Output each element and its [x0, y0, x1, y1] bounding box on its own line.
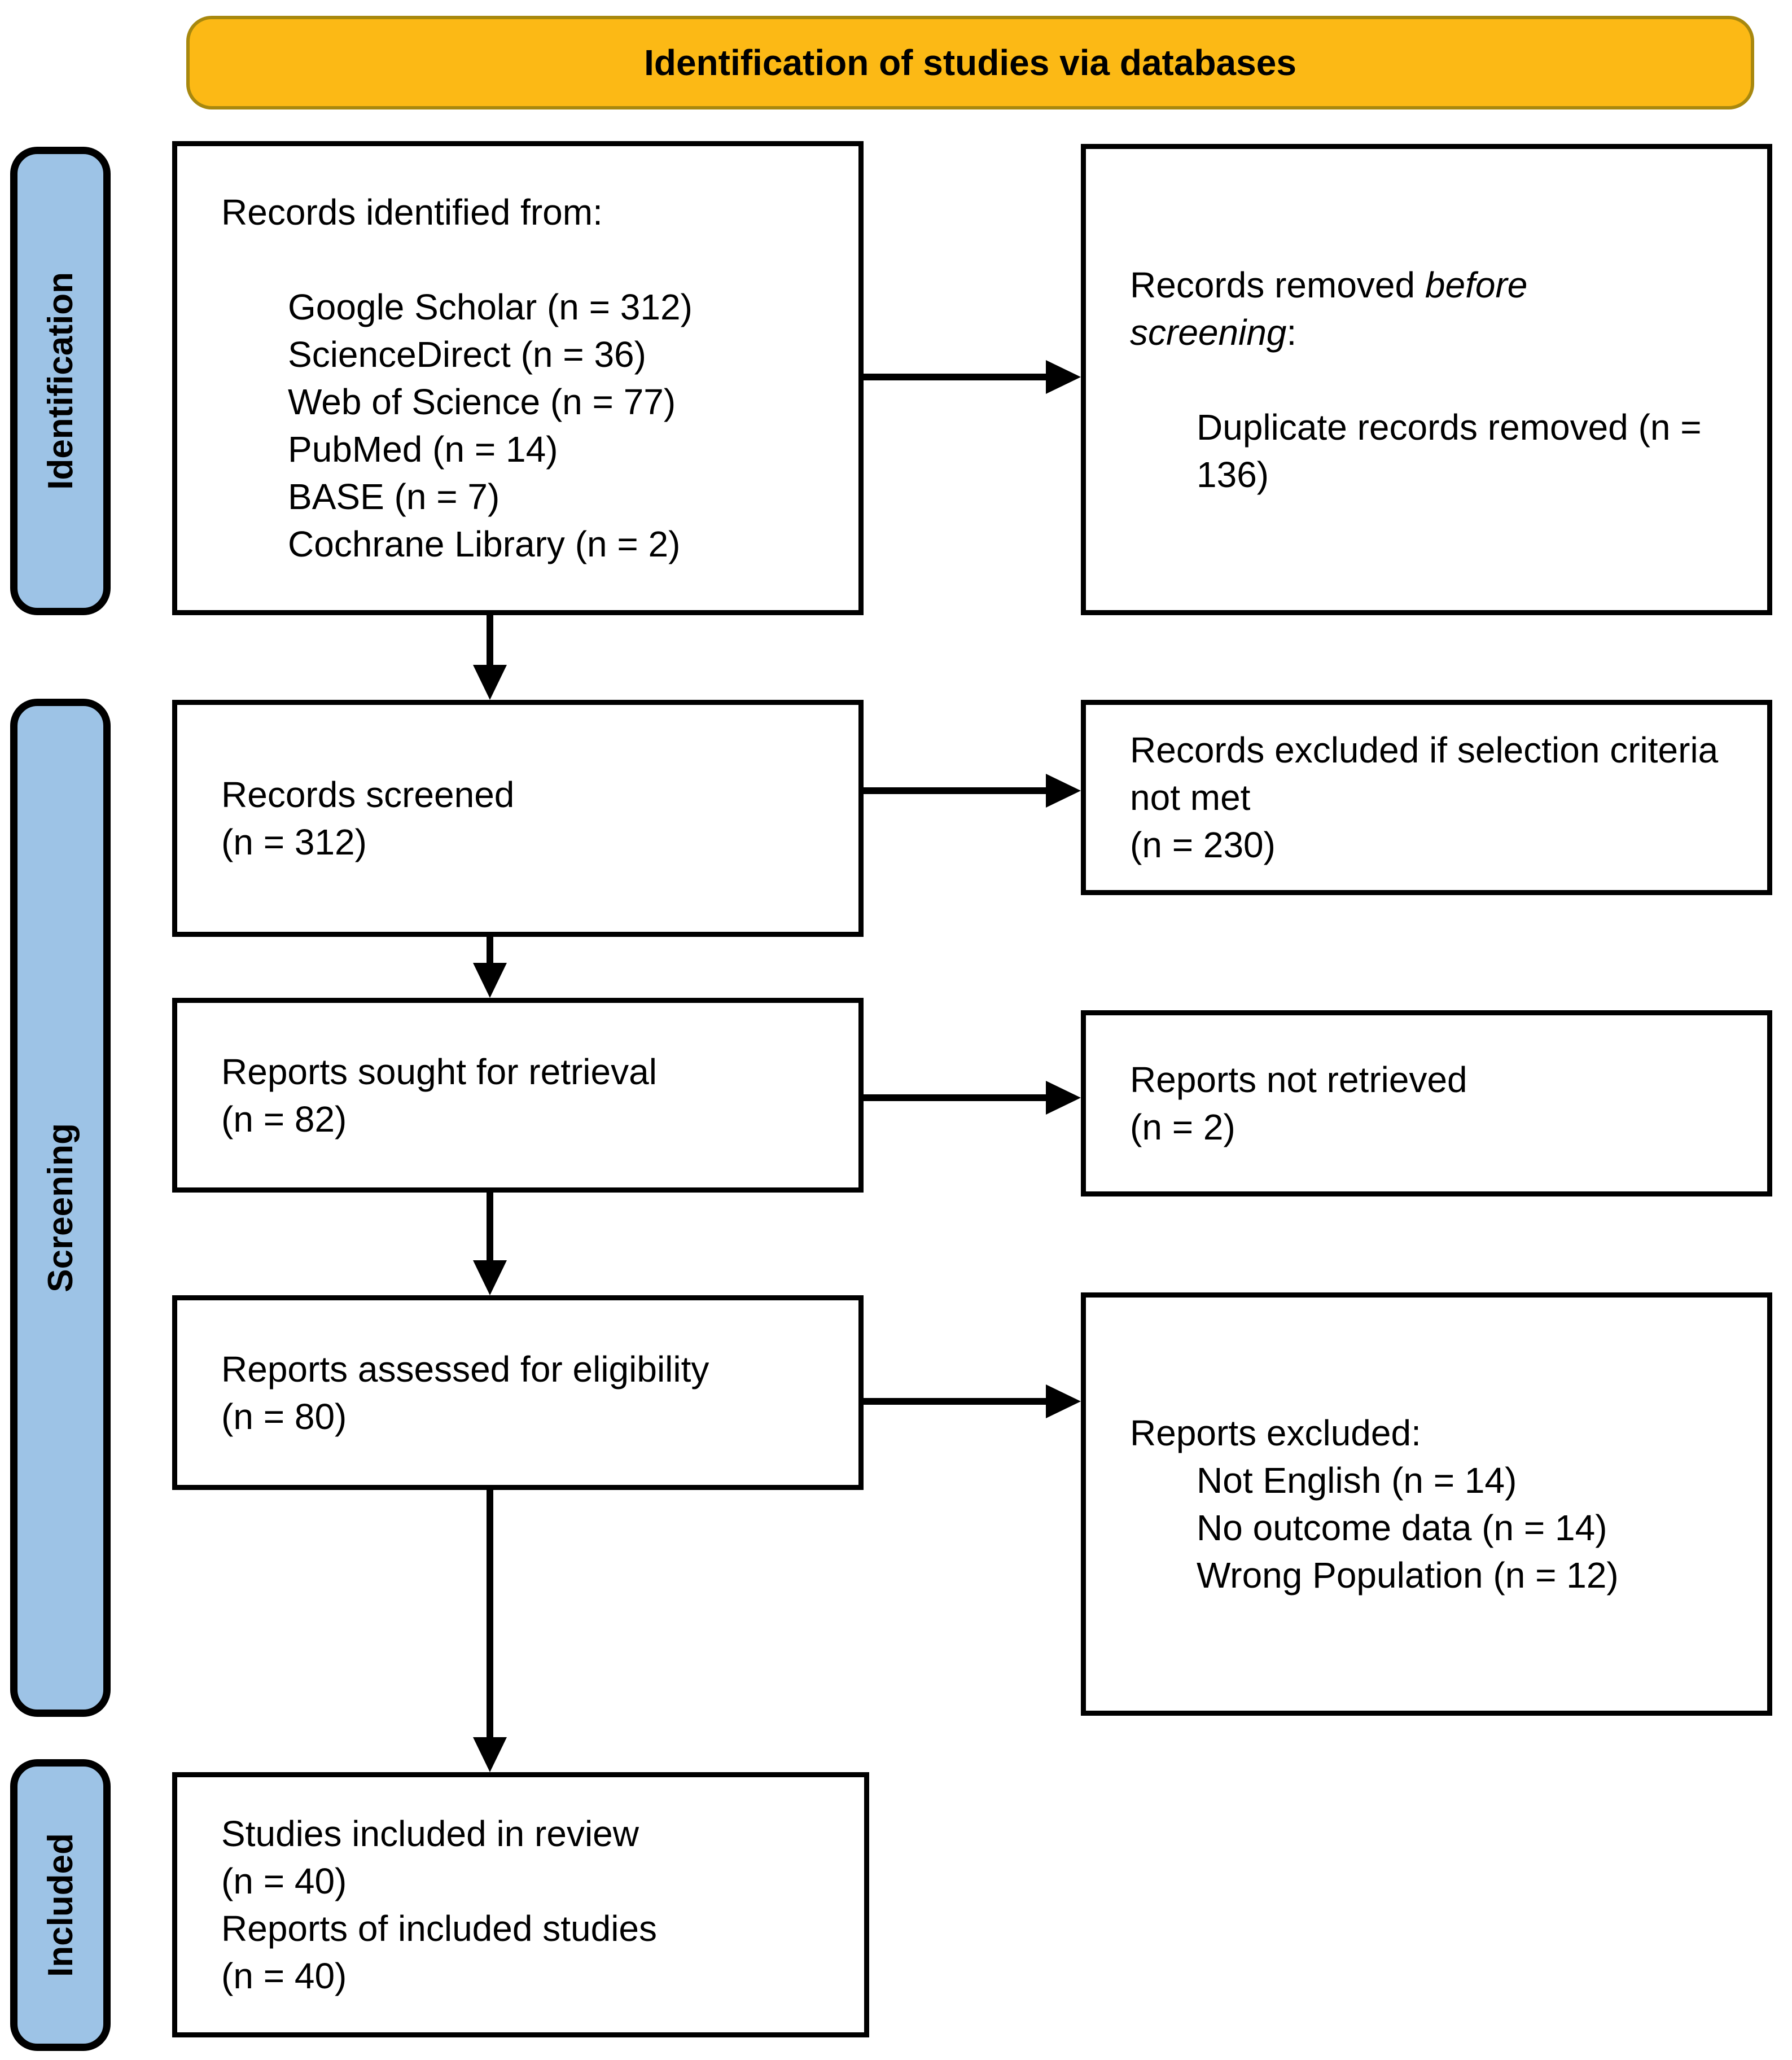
arrow-sought-to-assessed-head-icon — [473, 1260, 507, 1295]
spacer — [221, 236, 830, 283]
arrow-identified-to-screened-head-icon — [473, 665, 507, 700]
reports-sought-count: (n = 82) — [221, 1098, 347, 1139]
arrow-assessed-to-reports-excluded-head-icon — [1046, 1384, 1081, 1418]
arrow-sought-to-assessed-shaft — [487, 1191, 493, 1262]
stage-label-identification — [10, 147, 111, 615]
box-studies-included — [172, 1772, 869, 2037]
box-reports-excluded — [1081, 1292, 1772, 1716]
arrow-identified-to-removed-head-icon — [1046, 360, 1081, 394]
records-identified-item-cochrane: Cochrane Library (n = 2) — [288, 524, 681, 564]
records-removed-title-suffix: : — [1286, 312, 1297, 353]
included-studies-line1: Studies included in review — [221, 1813, 639, 1854]
included-studies-line2: Reports of included studies — [221, 1908, 657, 1949]
records-identified-item-base: BASE (n = 7) — [288, 476, 500, 517]
arrow-assessed-to-reports-excluded-shaft — [862, 1398, 1047, 1405]
box-reports-assessed-for-eligibility — [172, 1295, 864, 1490]
arrow-sought-to-not-retrieved-head-icon — [1046, 1081, 1081, 1115]
stage-label-screening — [10, 699, 111, 1717]
records-identified-item-google-scholar: Google Scholar (n = 312) — [288, 287, 693, 327]
reports-assessed-count: (n = 80) — [221, 1396, 347, 1437]
stage-label-included — [10, 1759, 111, 2051]
reports-sought-text: Reports sought for retrieval — [221, 1051, 657, 1092]
records-screened-text: Records screened — [221, 774, 515, 815]
records-removed-title-prefix: Records removed — [1130, 264, 1425, 305]
box-records-removed-before-screening — [1081, 144, 1772, 615]
arrow-identified-to-screened-shaft — [487, 614, 493, 668]
spacer — [1130, 356, 1739, 404]
records-identified-item-web-of-science: Web of Science (n = 77) — [288, 382, 676, 422]
arrow-screened-to-sought-shaft — [487, 936, 493, 967]
records-excluded-count: (n = 230) — [1130, 825, 1276, 865]
records-excluded-text: Records excluded if selection criteria not met — [1130, 730, 1719, 818]
included-studies-count2: (n = 40) — [221, 1956, 347, 1996]
reports-excluded-item-not-english: Not English (n = 14) — [1197, 1460, 1517, 1501]
included-studies-count1: (n = 40) — [221, 1861, 347, 1901]
records-removed-title-italic: before screening — [1130, 264, 1528, 353]
box-records-excluded — [1081, 700, 1772, 895]
arrow-assessed-to-included-shaft — [487, 1489, 493, 1740]
box-reports-sought-for-retrieval — [172, 998, 864, 1193]
records-identified-title: Records identified from: — [221, 192, 603, 233]
arrow-screened-to-excluded-shaft — [862, 787, 1047, 794]
box-records-screened — [172, 700, 864, 937]
arrow-screened-to-sought-head-icon — [473, 963, 507, 998]
records-identified-item-sciencedirect: ScienceDirect (n = 36) — [288, 334, 646, 375]
reports-not-retrieved-text: Reports not retrieved — [1130, 1059, 1467, 1100]
box-reports-not-retrieved — [1081, 1010, 1772, 1196]
banner-identification-via-databases — [186, 16, 1754, 109]
stage-included-text: Included — [41, 1833, 80, 1977]
records-identified-item-pubmed: PubMed (n = 14) — [288, 429, 558, 470]
arrow-screened-to-excluded-head-icon — [1046, 774, 1081, 808]
reports-not-retrieved-count: (n = 2) — [1130, 1107, 1235, 1147]
box-records-identified — [172, 141, 864, 615]
stage-screening-text: Screening — [41, 1123, 80, 1292]
records-screened-count: (n = 312) — [221, 822, 367, 862]
banner-title: Identification of studies via databases — [644, 42, 1296, 83]
arrow-sought-to-not-retrieved-shaft — [862, 1094, 1047, 1101]
reports-assessed-text: Reports assessed for eligibility — [221, 1348, 709, 1390]
stage-identification-text: Identification — [41, 272, 80, 490]
records-removed-item-duplicates: Duplicate records removed (n = 136) — [1197, 406, 1702, 495]
reports-excluded-title: Reports excluded: — [1130, 1413, 1421, 1453]
reports-excluded-item-wrong-population: Wrong Population (n = 12) — [1197, 1555, 1619, 1596]
records-removed-title — [1130, 261, 1672, 356]
arrow-assessed-to-included-head-icon — [473, 1737, 507, 1772]
arrow-identified-to-removed-shaft — [862, 374, 1047, 380]
reports-excluded-item-no-outcome-data: No outcome data (n = 14) — [1197, 1507, 1607, 1548]
